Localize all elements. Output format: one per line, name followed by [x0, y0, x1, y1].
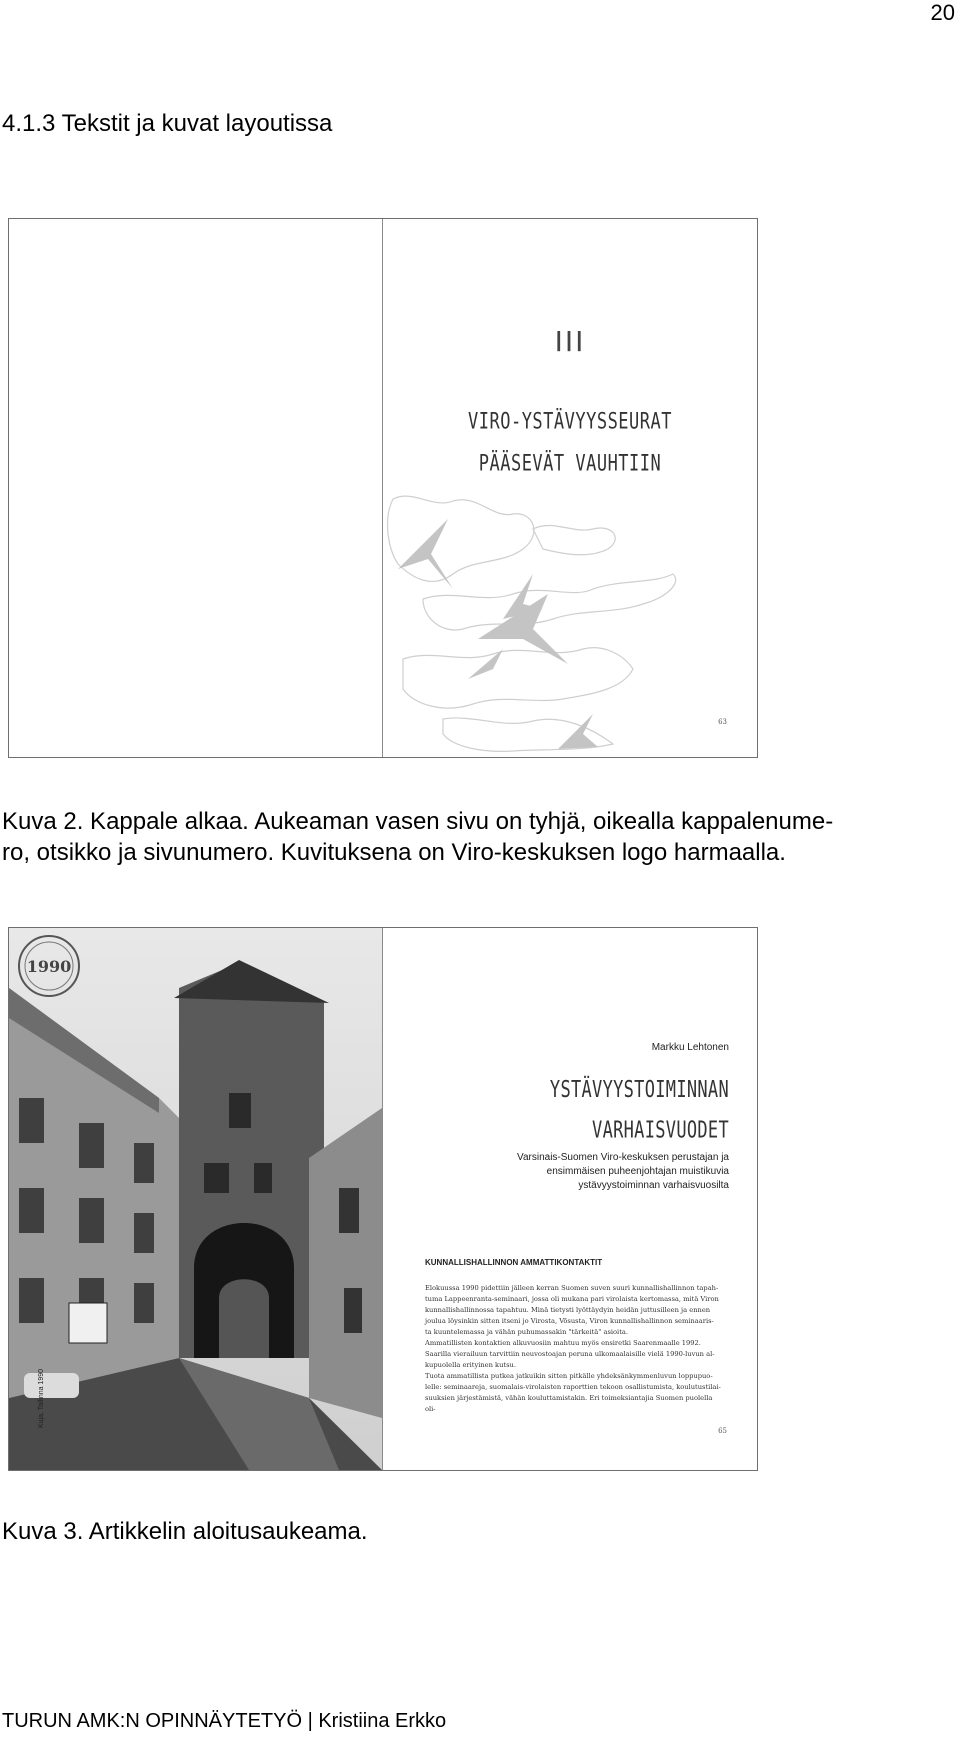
chapter-numeral: III — [554, 325, 586, 358]
stamp-year: 1990 — [26, 957, 72, 976]
article-title: YSTÄVYYSTOIMINNAN VARHAISVUODET — [549, 1076, 729, 1145]
figure-caption: Kuva 3. Artikkelin aloitusaukeama. — [2, 1518, 368, 1545]
figure-caption: Kuva 2. Kappale alkaa. Aukeaman vasen sivu on tyhjä, oikealla kappalenume- ro, otsikko ja sivunumero. Kuvituksena on Viro-keskuksen logo harmaalla. — [2, 808, 834, 866]
folio: 65 — [718, 1427, 727, 1435]
page-footer: TURUN AMK:N OPINNÄYTETYÖ | Kristiina Erkko — [2, 1710, 447, 1732]
article-subheading: KUNNALLISHALLINNON AMMATTIKONTAKTIT — [425, 1258, 603, 1267]
viro-keskus-logo-illustration — [383, 489, 753, 757]
right-page — [383, 219, 757, 757]
article-author: Markku Lehtonen — [651, 1042, 729, 1053]
right-page — [383, 928, 757, 1470]
section-heading: 4.1.3 Tekstit ja kuvat layoutissa — [2, 110, 333, 137]
chapter-title: VIRO-YSTÄVYYSSEURAT PÄÄSEVÄT VAUHTIIN — [468, 409, 672, 477]
article-lead: Varsinais-Suomen Viro-keskuksen perustajan ja ensimmäisen puheenjohtajan muistikuvia ystävyystoiminnan varhaisvuosilta — [517, 1152, 729, 1191]
figure-article-spread — [8, 927, 758, 1471]
street-gate-photo — [9, 928, 382, 1470]
article-body: Elokuussa 1990 pidettiin jälleen kerran Suomen suven suuri kunnallishallinnon tapah- tuma Lappeenranta-seminaari, jossa oli mukana pari virolaista kertomassa, mitä Viron kunnallishallinnossa tapahtuu. Minä tietysti lyöttäydyin heidän juttusilleen ja ennen joulua löysinkin sitten itseni jo Virosta, Võsusta, Viron kunnallishallinnon seminaaris- ta kuuntelemassa ja vähän puhumassakin "tärkeitä" asioita. Ammatillisten kontaktien alkuvuosiin mahtuu myös ensiretki Saarenmaalle 1992. Saarilla vierailuun tarvittiin neuvostoajan peruna ulkomaalaisille vielä 1990-luvun al- kupuolella erityinen kutsu. Tuota ammatillista putkea jatkuikin sitten pitkälle yhdeksänkymmenluvun loppupuo- lelle: seminaareja, suomalais-virolaisten raporttien tekoon osallistumista, koulutustilai- suuksien järjestämistä, vähän kouluttamistakin. Eri toimeksiantajia Suomen puolella oli- — [425, 1284, 721, 1413]
figure-chapter-spread — [8, 218, 758, 758]
folio: 63 — [718, 718, 727, 726]
page-number: 20 — [930, 0, 955, 25]
photo-credit: Kuja, Tallinna 1990 — [38, 1368, 45, 1428]
